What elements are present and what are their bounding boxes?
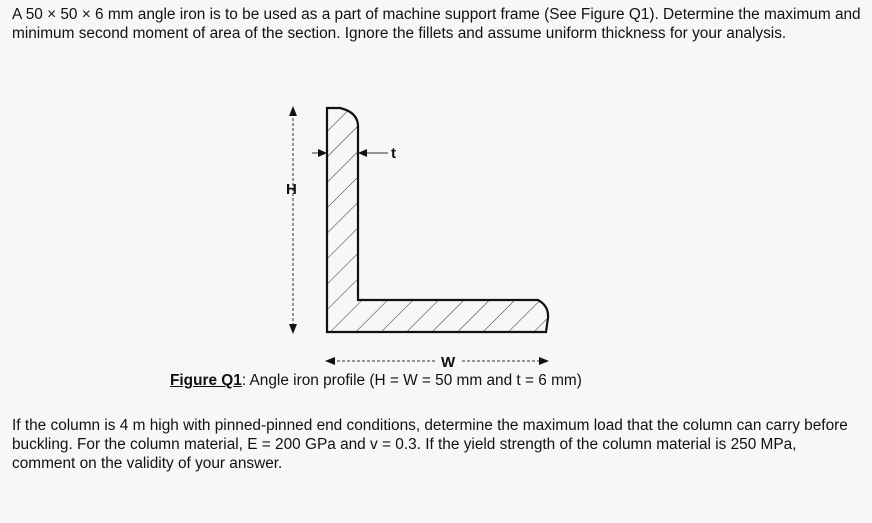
figure-caption [170,371,582,390]
width-arrow-left [325,357,335,365]
question-paragraph-2: If the column is 4 m high with pinned-pinned end conditions, determine the maximum load that the column can carry before buckling. For the column material, E = 200 GPa and v = 0.3. If the yield strength of the column material is 250 MPa, comment on the validity of your answer. [12,417,848,472]
thickness-arrow-right [358,149,367,157]
label-t: t [391,145,396,162]
height-arrow-bottom [289,324,297,334]
figure-caption-text: : Angle iron profile (H = W = 50 mm and t = 6 mm) [241,372,582,389]
thickness-arrow-left [318,149,327,157]
label-H: H [286,181,297,198]
label-W: W [441,354,456,371]
height-arrow-top [289,106,297,116]
figure-caption-label: Figure Q1 [170,372,242,389]
width-dimension [325,357,549,365]
height-dimension [289,106,297,334]
width-arrow-right [539,357,549,365]
angle-iron-section [327,108,548,332]
question-paragraph-1: A 50 × 50 × 6 mm angle iron is to be used as a part of machine support frame (See Figure Q1). Determine the maximum and minimum second moment of area of the section. Ignore the fillets and assume uniform thickness for your analysis. [12,6,861,42]
